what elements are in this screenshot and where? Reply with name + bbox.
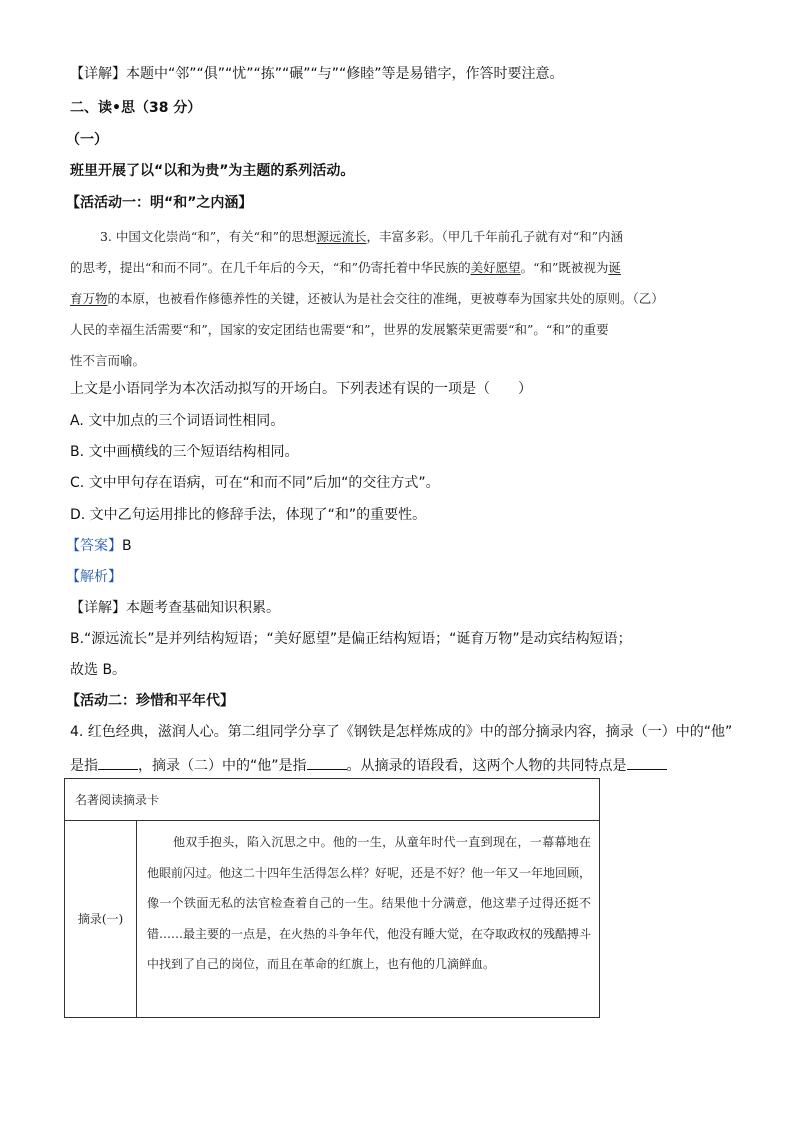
passage-line-3: 育万物的本原，也被看作修德养性的关键，还被认为是社会交往的准绳，更被尊奉为国家共处的原则。（乙）: [70, 291, 664, 306]
answer-value: B: [122, 538, 132, 554]
detail-label: 【详解】: [70, 66, 126, 82]
activity1-heading: 【活活动一：明“和”之内涵】: [66, 195, 253, 211]
activity2-heading: 【活动二：珍惜和平年代】: [66, 693, 234, 709]
q3-detail: [70, 598, 280, 618]
section-subheading: （一）: [66, 132, 108, 148]
q3-question: 上文是小语同学为本次活动拟写的开场白。下列表述有误的一项是（ ）: [70, 381, 532, 397]
detail-text-2: 本题考查基础知识积累。: [126, 600, 280, 616]
detail-text: 本题中“邻”“俱”“忧”“拣”“碾”“与”“修睦”等是易错字，作答时要注意。: [126, 66, 564, 82]
q3-conclusion: 故选 B。: [70, 662, 127, 678]
passage-line-5: 性不言而喻。: [70, 353, 146, 368]
answer-blank-2[interactable]: [307, 755, 347, 770]
answer-label: 【答案】: [66, 538, 122, 554]
card-title: 名著阅读摘录卡: [65, 779, 599, 821]
answer-blank-3[interactable]: [627, 755, 667, 770]
underlined-phrase-2: 美好愿望: [470, 260, 521, 275]
section-heading: 二、读•思（38 分）: [70, 100, 202, 116]
q3-option-c: C. 文中甲句存在语病，可在“和而不同”后加“的交往方式”。: [70, 475, 440, 491]
q4-line-1: 4. 红色经典，滋润人心。第二组同学分享了《钢铁是怎样炼成的》中的部分摘录内容，摘录（一）中的“他”: [70, 724, 733, 740]
q3-option-b: B. 文中画横线的三个短语结构相同。: [70, 444, 299, 460]
q3-explain: B.“源远流长”是并列结构短语；“美好愿望”是偏正结构短语；“诞育万物”是动宾结构短语；: [70, 631, 632, 647]
reading-excerpt-card: [64, 778, 600, 1018]
q3-option-a: A. 文中加点的三个词语词性相同。: [70, 413, 285, 429]
q3-option-d: D. 文中乙句运用排比的修辞手法，体现了“和”的重要性。: [70, 507, 427, 523]
card-excerpt-text: 他双手抱头，陷入沉思之中。他的一生，从童年时代一直到现在，一幕幕地在他眼前闪过。他这二十四年生活得怎么样？好呢，还是不好？他一年又一年地回顾，像一个铁面无私的法官检查着自己的一生。结果他十分满意，他这辈子过得还挺不错……最主要的一点是，在火热的斗争年代，他没有睡大觉，在夺取政权的残酷搏斗中找到了自己的岗位，而且在革命的红旗上，也有他的几滴鲜血。: [147, 835, 592, 971]
detail-label-2: 【详解】: [70, 600, 126, 616]
answer-blank-1[interactable]: [98, 755, 138, 770]
q4-line-2: 是指 ，摘录（二）中的“他”是指 。从摘录的语段看，这两个人物的共同特点是: [70, 755, 667, 776]
card-side-label: 摘录(一): [65, 821, 137, 1017]
q3-analysis-label: 【解析】: [66, 569, 122, 585]
underlined-phrase-1: 源远流长: [316, 229, 367, 244]
q3-passage: [70, 221, 726, 376]
underlined-phrase-3-start: 诞: [608, 260, 621, 275]
passage-line-2: 的思考，提出“和而不同”。在几千年后的今天，“和”仍寄托着中华民族的美好愿望。“和”既被视为诞: [70, 260, 621, 275]
section-intro: 班里开展了以“以和为贵”为主题的系列活动。: [70, 163, 355, 179]
passage-line-1: 3. 中国文化崇尚“和”，有关“和”的思想源远流长，丰富多彩。（甲几千年前孔子就有对“和”内涵: [100, 229, 624, 244]
q3-answer: [66, 536, 132, 556]
passage-line-4: 人民的幸福生活需要“和”，国家的安定团结也需要“和”，世界的发展繁荣更需要“和”。“和”的重要: [70, 322, 609, 337]
underlined-phrase-3-end: 育万物: [70, 291, 108, 306]
detail-line-1: [70, 64, 564, 84]
